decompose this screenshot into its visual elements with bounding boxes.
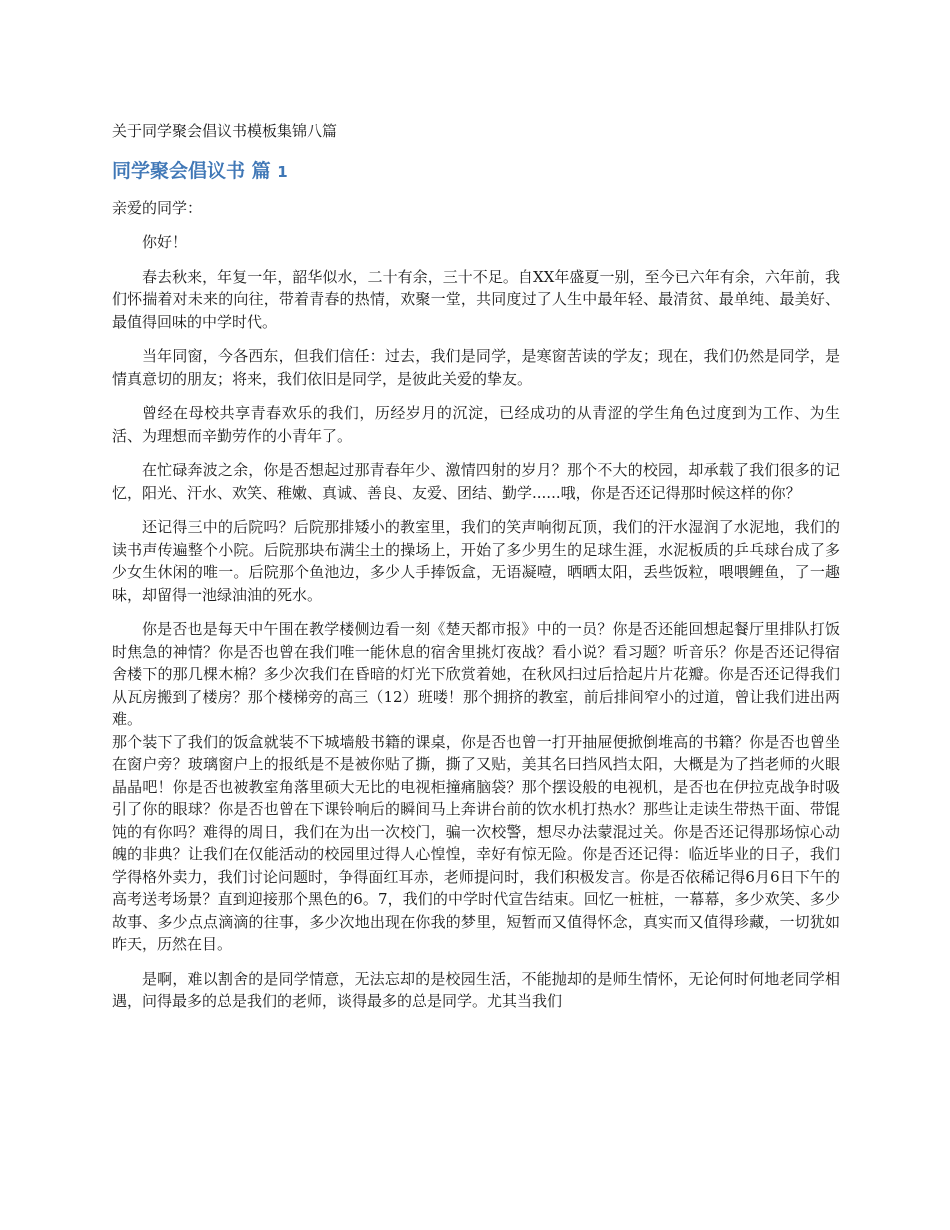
paragraph: 那个装下了我们的饭盒就装不下城墙般书籍的课桌，你是否也曾一打开抽屉便掀倒堆高的书籍？你是否也曾坐在窗户旁？玻璃窗户上的报纸是不是被你贴了撕，撕了又贴，美其名曰挡风挡太阳，大概是为了挡老师的火眼晶晶吧！你是否也被教室角落里硕大无比的电视柜撞痛脑袋？那个摆设般的电视机，是否也在伊拉克战争时吸引了你的眼球？你是否也曾在下课铃响后的瞬间马上奔讲台前的饮水机打热水？那些让走读生带热干面、带馄饨的有你吗？难得的周日，我们在为出一次校门，骗一次校警，想尽办法蒙混过关。你是否还记得那场惊心动魄的非典？让我们在仅能活动的校园里过得人心惶惶，幸好有惊无险。你是否还记得：临近毕业的日子，我们学得格外卖力，我们讨论问题时，争得面红耳赤，老师提问时，我们积极发言。你是否依稀记得6月6日下午的高考送考场景？直到迎接那个黑色的6。7，我们的中学时代宣告结束。回忆一桩桩，一幕幕，多少欢笑、多少故事、多少点点滴滴的往事，多少次地出现在你我的梦里，短暂而又值得怀念，真实而又值得珍藏，一切犹如昨天，历然在目。 [112, 732, 840, 953]
paragraph: 当年同窗，今各西东，但我们信任：过去，我们是同学，是寒窗苦读的学友；现在，我们仍然是同学，是情真意切的朋友；将来，我们依旧是同学，是彼此关爱的挚友。 [112, 347, 840, 388]
paragraph: 春去秋来，年复一年，韶华似水，二十有余，三十不足。自XX年盛夏一别，至今已六年有余，六年前，我们怀揣着对未来的向往，带着青春的热情，欢聚一堂，共同度过了人生中最年轻、最清贫、最单纯、最美好、最值得回味的中学时代。 [112, 267, 840, 331]
paragraph: 还记得三中的后院吗？后院那排矮小的教室里，我们的笑声响彻瓦顶，我们的汗水湿润了水泥地，我们的读书声传遍整个小院。后院那块布满尘土的操场上，开始了多少男生的足球生涯，水泥板质的乒乓球台成了多少女生休闲的唯一。后院那个鱼池边，多少人手捧饭盒，无语凝噎，晒晒太阳，丢些饭粒，喂喂鲤鱼，了一趣味，却留得一池绿油油的死水。 [112, 518, 840, 604]
salutation: 亲爱的同学： [112, 199, 203, 217]
document-title: 关于同学聚会倡议书模板集锦八篇 [112, 122, 338, 140]
paragraph: 是啊，难以割舍的是同学情意，无法忘却的是校园生活，不能抛却的是师生情怀，无论何时何地老同学相遇，问得最多的总是我们的老师，谈得最多的总是同学。尤其当我们 [112, 969, 840, 1010]
paragraph: 你是否也是每天中午围在教学楼侧边看一刻《楚天都市报》中的一员？你是否还能回想起餐厅里排队打饭时焦急的神情？你是否也曾在我们唯一能休息的宿舍里挑灯夜战？看小说？看习题？听音乐？你是否还记得宿舍楼下的那几棵木棉？多少次我们在昏暗的灯光下欣赏着她，在秋风扫过后拾起片片花瓣。你是否还记得我们从瓦房搬到了楼房？那个楼梯旁的高三（12）班喽！那个拥挤的教室，前后排间窄小的过道，曾让我们进出两难。 [112, 620, 840, 728]
section-number: 1 [277, 163, 288, 181]
section-heading [112, 158, 840, 185]
greeting-line: 你好！ [142, 233, 188, 251]
paragraph: 在忙碌奔波之余，你是否想起过那青春年少、激情四射的岁月？那个不大的校园，却承载了我们很多的记忆，阳光、汗水、欢笑、稚嫩、真诚、善良、友爱、团结、勤学......哦，你是否还记得那时候这样的你？ [112, 461, 840, 502]
paragraph: 曾经在母校共享青春欢乐的我们，历经岁月的沉淀，已经成功的从青涩的学生角色过度到为工作、为生活、为理想而辛勤劳作的小青年了。 [112, 404, 840, 445]
section-heading-text: 同学聚会倡议书 篇 [112, 160, 271, 182]
document-page [112, 120, 840, 1025]
